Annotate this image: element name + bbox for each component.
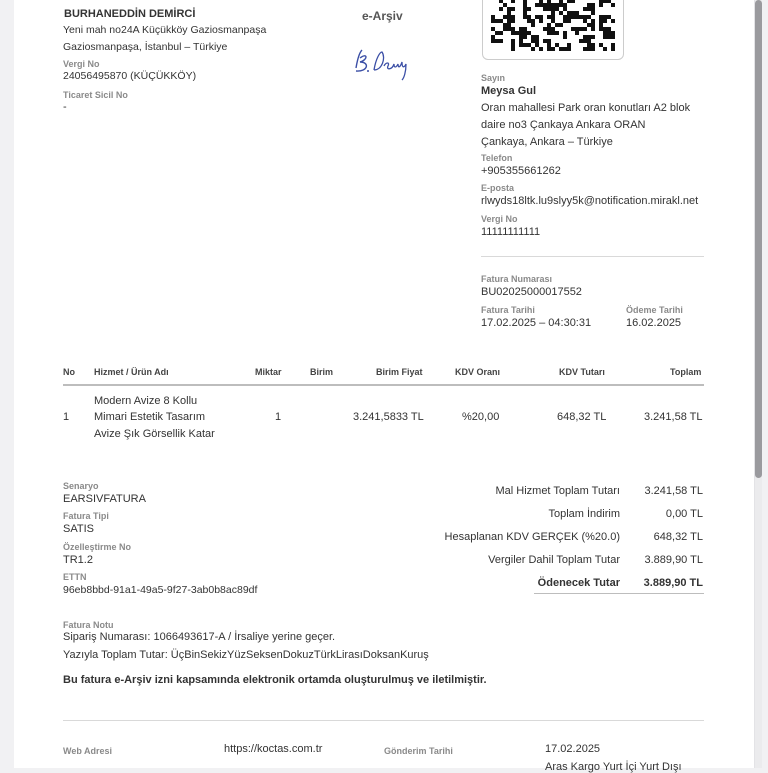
buyer-address-line1: Oran mahallesi Park oran konutları A2 blok — [481, 102, 691, 114]
amount-due-value: 3.889,90 TL — [643, 577, 703, 589]
buyer-email: rlwyds18ltk.lu9slyy5k@notification.mirakl.net — [481, 195, 699, 207]
note-line2: Yazıyla Toplam Tutar: ÜçBinSekizYüzSeksenDokuzTürkLirasıDoksanKuruş — [63, 649, 429, 661]
buyer-address-line2: daire no3 Çankaya Ankara ORAN — [481, 119, 646, 131]
scenario-label: Senaryo — [63, 481, 99, 491]
seller-trade-registry-label: Ticaret Sicil No — [63, 90, 128, 100]
footer-divider — [63, 720, 704, 721]
totals-rule — [534, 593, 704, 594]
note-label: Fatura Notu — [63, 620, 114, 630]
totals-label: Vergiler Dahil Toplam Tutar — [488, 554, 620, 566]
row-item-line1: Modern Avize 8 Kollu — [94, 395, 198, 407]
buyer-email-label: E-posta — [481, 183, 515, 193]
table-header-rule — [63, 384, 704, 386]
invoice-page — [14, 0, 755, 773]
cargo-text: Aras Kargo Yurt İçi Yurt Dışı — [545, 761, 682, 773]
buyer-tax-label: Vergi No — [481, 214, 518, 224]
payment-date-label: Ödeme Tarihi — [626, 305, 683, 315]
row-vat-rate: %20,00 — [462, 411, 500, 423]
invoice-date: 17.02.2025 – 04:30:31 — [481, 317, 592, 329]
row-unit-price: 3.241,5833 TL — [353, 411, 424, 423]
scrollbar-thumb[interactable] — [755, 0, 762, 478]
buyer-name: Meysa Gul — [481, 85, 537, 97]
col-vat-rate-header: KDV Oranı — [455, 367, 501, 377]
invoice-number-label: Fatura Numarası — [481, 274, 553, 284]
ettn-label: ETTN — [63, 572, 87, 582]
totals-value: 648,32 TL — [653, 531, 703, 543]
document-type: e-Arşiv — [362, 9, 403, 23]
seller-tax-label: Vergi No — [63, 59, 100, 69]
totals-value: 3.241,58 TL — [644, 485, 703, 497]
buyer-address-line3: Çankaya, Ankara – Türkiye — [481, 136, 613, 148]
row-qty: 1 — [275, 411, 282, 423]
scrollbar[interactable] — [755, 0, 762, 768]
seller-address-line1: Yeni mah no24A Küçükköy Gaziosmanpaşa — [63, 24, 267, 36]
buyer-phone-label: Telefon — [481, 153, 513, 163]
row-no: 1 — [63, 411, 70, 423]
web-address-label: Web Adresi — [63, 746, 113, 756]
scenario: EARSIVFATURA — [63, 493, 146, 505]
row-item-line3: Avize Şık Görsellik Katar — [94, 428, 215, 440]
signature — [346, 38, 426, 88]
totals-label: Mal Hizmet Toplam Tutarı — [495, 485, 620, 497]
customization-label: Özelleştirme No — [63, 542, 132, 552]
amount-due-label: Ödenecek Tutar — [537, 577, 620, 589]
buyer-phone: +905355661262 — [481, 165, 561, 177]
col-total-header: Toplam — [670, 367, 702, 377]
send-date-label: Gönderim Tarihi — [384, 746, 453, 756]
totals-value: 0,00 TL — [665, 508, 703, 520]
totals-value: 3.889,90 TL — [644, 554, 703, 566]
web-address[interactable]: https://koctas.com.tr — [224, 743, 323, 755]
col-vat-amount-header: KDV Tutarı — [559, 367, 605, 377]
col-qty-header: Miktar — [255, 367, 282, 377]
row-total: 3.241,58 TL — [644, 411, 703, 423]
payment-date: 16.02.2025 — [626, 317, 682, 329]
row-item-line2: Mimari Estetik Tasarım — [94, 411, 206, 423]
seller-name: BURHANEDDİN DEMİRCİ — [64, 8, 196, 20]
qr-code — [482, 0, 624, 60]
seller-tax-no: 24056495870 (KÜÇÜKKÖY) — [63, 70, 197, 82]
invoice-date-label: Fatura Tarihi — [481, 305, 535, 315]
invoice-type-label: Fatura Tipi — [63, 511, 109, 521]
col-unit-price-header: Birim Fiyat — [376, 367, 423, 377]
totals-label: Hesaplanan KDV GERÇEK (%20.0) — [444, 531, 620, 543]
row-vat-amount: 648,32 TL — [557, 411, 607, 423]
invoice-type: SATIS — [63, 523, 94, 535]
totals-label: Toplam İndirim — [548, 508, 620, 520]
ettn: 96eb8bbd-91a1-49a5-9f27-3ab0b8ac89df — [63, 584, 258, 596]
col-no-header: No — [63, 367, 75, 377]
divider — [481, 256, 704, 257]
send-date: 17.02.2025 — [545, 743, 601, 755]
customization: TR1.2 — [63, 554, 93, 566]
col-unit-header: Birim — [310, 367, 334, 377]
buyer-tax-no: 11111111111 — [481, 226, 541, 238]
invoice-number: BU02025000017552 — [481, 286, 582, 298]
seller-address-line2: Gaziosmanpaşa, İstanbul – Türkiye — [63, 41, 228, 53]
note-line1: Sipariş Numarası: 1066493617-A / İrsaliye yerine geçer. — [63, 631, 336, 643]
e-archive-statement: Bu fatura e-Arşiv izni kapsamında elektronik ortamda oluşturulmuş ve iletilmiştir. — [63, 674, 487, 686]
col-item-header: Hizmet / Ürün Adı — [94, 367, 169, 377]
buyer-to-label: Sayın — [481, 73, 506, 83]
seller-trade-registry: - — [63, 101, 67, 113]
